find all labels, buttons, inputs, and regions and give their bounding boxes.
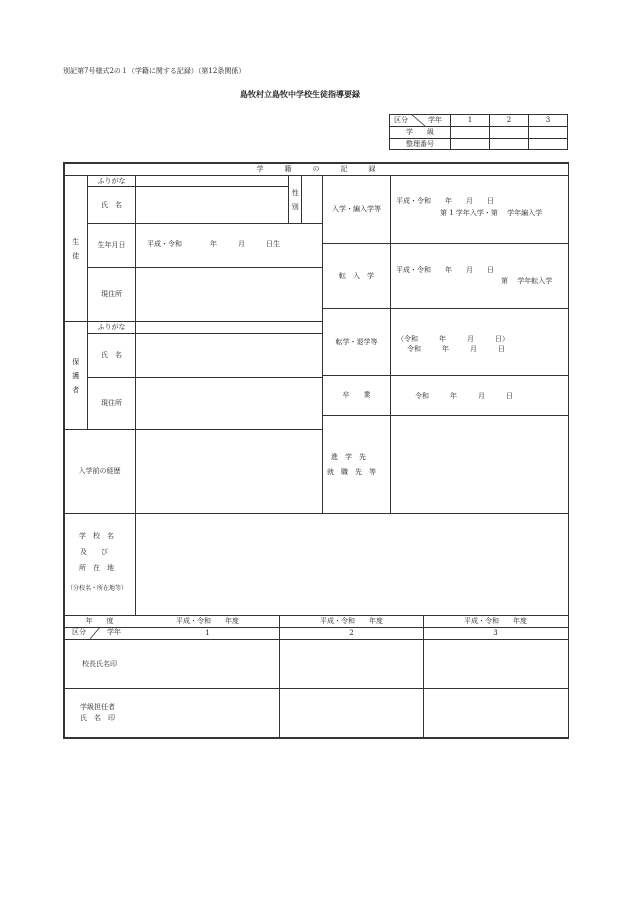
student-sex-field[interactable] (302, 176, 322, 223)
form-reference: 別記第7号様式2の１（学籍に関する記録）（第12条関係） (63, 67, 246, 75)
teacher-seal-label-1: 学級担任者 (80, 703, 115, 711)
id-seiri-label: 整理番号 (406, 139, 434, 148)
transfer-out-date: 令和 年 月 日 (407, 345, 505, 353)
previous-history-label: 入学前の経歴 (78, 467, 121, 476)
yearly-kubun-label: 区分 (72, 628, 86, 636)
guardian-furigana-field[interactable] (136, 322, 322, 333)
yearly-nendo-3: 平成・令和 年度 (464, 617, 527, 626)
id-gakunen-label: 学年 (428, 116, 442, 124)
student-furigana-field[interactable] (136, 176, 288, 186)
previous-history-field[interactable] (136, 430, 322, 513)
section-banner: 学 籍 の 記 録 (256, 164, 376, 173)
admission-grade: 第 1 学年入学・第 学年編入学 (440, 209, 543, 217)
school-label-4: （分校名・所在地等） (67, 585, 128, 592)
guardian-section-label: 保 護 者 (71, 358, 80, 393)
destination-label-1: 進 学 先 (331, 453, 366, 461)
school-label-2: 及 び (80, 548, 108, 556)
transfer-in-date: 平成・令和 年 月 日 (396, 266, 494, 274)
principal-seal-year-1[interactable] (136, 640, 279, 688)
student-birth-value: 平成・令和 年 月 日生 (147, 240, 280, 248)
teacher-seal-label-2: 氏 名 印 (80, 714, 115, 722)
yearly-year-3: 3 (493, 629, 498, 638)
student-sex-label: 性 別 (291, 189, 300, 210)
student-name-field[interactable] (136, 187, 288, 223)
teacher-seal-year-2[interactable] (280, 689, 423, 737)
yearly-year-1: 1 (205, 629, 210, 638)
student-address-label: 現住所 (101, 290, 122, 299)
id-kubun-label: 区分 (394, 116, 408, 124)
id-year-3: 3 (545, 116, 551, 125)
guardian-name-label: 氏 名 (101, 351, 122, 360)
admission-label: 入学・編入学等 (332, 205, 381, 214)
student-section-label: 生 徒 (71, 238, 80, 259)
yearly-year-2: 2 (349, 629, 354, 638)
guardian-address-field[interactable] (136, 378, 322, 429)
transfer-out-date-paren: （令和 年 月 日） (397, 335, 509, 343)
gakkyu-year-2-field[interactable] (490, 127, 528, 138)
student-address-field[interactable] (136, 268, 322, 321)
teacher-seal-year-3[interactable] (424, 689, 567, 737)
yearly-nendo-label: 年 度 (85, 617, 114, 626)
yearly-nendo-2: 平成・令和 年度 (320, 617, 383, 626)
admission-date: 平成・令和 年 月 日 (396, 197, 494, 205)
destination-label-2: 就 職 先 等 (327, 468, 376, 476)
destination-field[interactable] (391, 416, 567, 513)
transfer-in-label: 転 入 学 (339, 271, 374, 280)
principal-seal-label: 校長氏名印 (82, 659, 117, 668)
student-name-label: 氏 名 (101, 200, 122, 209)
document-title: 島牧村立島牧中学校生徒指導要録 (240, 89, 360, 99)
transfer-in-grade: 第 学年転入学 (501, 277, 553, 285)
principal-seal-year-3[interactable] (424, 640, 567, 688)
seiri-year-3-field[interactable] (529, 139, 567, 149)
id-year-1: 1 (467, 116, 473, 125)
teacher-seal-year-1[interactable] (136, 689, 279, 737)
registry-table (63, 162, 569, 739)
yearly-nendo-1: 平成・令和 年度 (176, 617, 239, 626)
seiri-year-1-field[interactable] (451, 139, 489, 149)
seiri-year-2-field[interactable] (490, 139, 528, 149)
id-table (389, 114, 568, 150)
student-birth-label: 生年月日 (97, 241, 126, 250)
school-name-field[interactable] (136, 514, 567, 615)
guardian-furigana-label: ふりがな (97, 323, 126, 332)
id-gakkyu-label: 学 級 (406, 128, 434, 137)
school-label-1: 学 校 名 (79, 532, 114, 540)
school-label-3: 所 在 地 (79, 564, 114, 572)
student-furigana-label: ふりがな (97, 176, 126, 185)
gakkyu-year-3-field[interactable] (529, 127, 567, 138)
graduation-date: 令和 年 月 日 (415, 392, 513, 400)
id-year-2: 2 (506, 116, 512, 125)
yearly-gakunen-label: 学年 (107, 628, 121, 636)
graduation-label: 卒 業 (342, 391, 371, 400)
guardian-name-field[interactable] (136, 334, 322, 377)
principal-seal-year-2[interactable] (280, 640, 423, 688)
guardian-address-label: 現住所 (101, 399, 122, 408)
gakkyu-year-1-field[interactable] (451, 127, 489, 138)
transfer-out-label: 転学・退学等 (335, 337, 378, 346)
